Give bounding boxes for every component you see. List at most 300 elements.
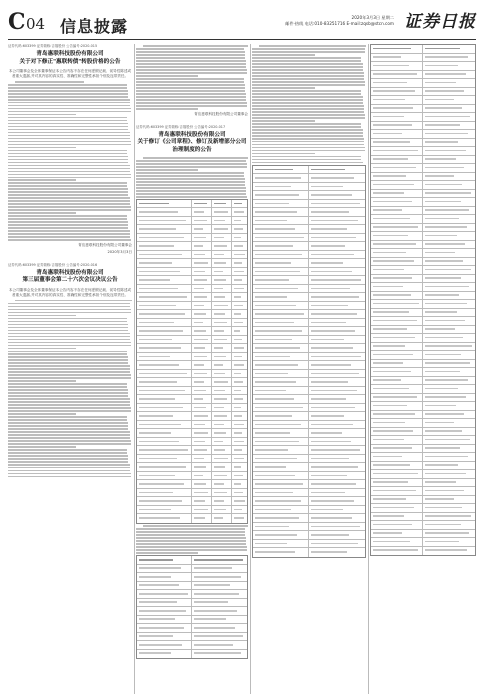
text-line (136, 166, 247, 168)
table-cell (423, 292, 475, 300)
table-cell (232, 378, 247, 386)
table-row (253, 361, 365, 370)
table-cell (212, 353, 232, 361)
text-line (8, 129, 128, 131)
text-line (8, 96, 128, 98)
table-cell (423, 462, 475, 470)
text-line (143, 525, 248, 527)
text-line (8, 431, 130, 433)
table-row (371, 300, 475, 309)
table-row (371, 215, 475, 224)
table-row (137, 438, 247, 447)
text-line (8, 428, 128, 430)
text-line (8, 476, 131, 478)
table-row (371, 351, 475, 360)
table-cell (137, 200, 192, 208)
text-line (8, 306, 130, 308)
article-body (252, 45, 366, 163)
table-cell (309, 183, 365, 191)
text-line (8, 410, 131, 412)
table-cell (309, 319, 365, 327)
company-name: 青岛惠联科技股份有限公司 (36, 51, 104, 57)
text-line (252, 60, 361, 62)
text-line (8, 212, 76, 214)
table-cell (137, 327, 192, 335)
table-row (253, 285, 365, 294)
text-line (8, 395, 128, 397)
table-cell (137, 506, 192, 514)
text-line (136, 108, 198, 110)
table-cell (309, 242, 365, 250)
column-3 (252, 44, 366, 694)
text-line (252, 117, 365, 119)
text-line (8, 230, 130, 232)
text-line (136, 549, 247, 551)
table-cell (309, 361, 365, 369)
table-row (137, 395, 247, 404)
text-line (136, 105, 247, 107)
table-cell (137, 404, 192, 412)
text-line (252, 48, 365, 50)
table-cell (212, 225, 232, 233)
text-line (136, 75, 198, 77)
table-cell (137, 446, 192, 454)
text-line (8, 336, 130, 338)
table-row (371, 411, 475, 420)
text-line (8, 206, 131, 208)
table-cell (423, 207, 475, 215)
text-line (8, 383, 127, 385)
text-line (136, 160, 246, 162)
text-line (252, 114, 365, 116)
table-row (137, 242, 247, 251)
table-cell (212, 506, 232, 514)
table-cell (232, 429, 247, 437)
table-row (253, 293, 365, 302)
table-cell (309, 514, 365, 522)
text-line (8, 200, 130, 202)
column-divider (368, 44, 369, 694)
text-line (252, 123, 361, 125)
text-line (252, 141, 364, 143)
table-row (253, 446, 365, 455)
table-cell (423, 130, 475, 138)
text-line (8, 330, 128, 332)
table-cell (212, 268, 232, 276)
amendment-table (370, 44, 476, 556)
text-line (8, 132, 130, 134)
text-line (8, 156, 128, 158)
table-cell (212, 259, 232, 267)
text-line (252, 93, 361, 95)
table-cell (192, 463, 212, 471)
table-cell (309, 395, 365, 403)
table-cell (309, 412, 365, 420)
table-cell (137, 285, 192, 293)
masthead-info (285, 15, 394, 27)
table-cell (371, 181, 423, 189)
table-cell (309, 200, 365, 208)
table-row (137, 446, 247, 455)
table-row (253, 225, 365, 234)
table-cell (232, 421, 247, 429)
table-cell (423, 283, 475, 291)
text-line (8, 362, 128, 364)
table-row (371, 428, 475, 437)
table-cell (371, 351, 423, 359)
text-line (8, 440, 131, 442)
table-cell (192, 514, 212, 523)
table-cell (192, 259, 212, 267)
table-row (371, 377, 475, 386)
table-row (371, 224, 475, 233)
table-cell (309, 523, 365, 531)
table-cell (423, 453, 475, 461)
table-cell (253, 285, 309, 293)
table-cell (309, 251, 365, 259)
table-cell (371, 292, 423, 300)
table-row (371, 173, 475, 182)
signature: 青岛惠联科技股份有限公司董事会 (78, 242, 132, 247)
text-line (8, 236, 130, 238)
text-line (136, 51, 245, 53)
table-cell (192, 404, 212, 412)
table-cell (192, 633, 247, 641)
table-cell (192, 378, 212, 386)
table-cell (371, 45, 423, 53)
table-cell (192, 599, 247, 607)
table-cell (309, 455, 365, 463)
text-line (136, 93, 246, 95)
text-line (8, 371, 130, 373)
table-row (253, 174, 365, 183)
text-line (8, 365, 130, 367)
text-line (8, 102, 130, 104)
regulation-table (136, 199, 248, 524)
table-cell (137, 319, 192, 327)
table-cell (192, 387, 212, 395)
table-row (371, 436, 475, 445)
table-cell (423, 360, 475, 368)
table-row (371, 130, 475, 139)
table-cell (253, 293, 309, 301)
table-cell (212, 208, 232, 216)
table-cell (309, 370, 365, 378)
table-cell (232, 276, 247, 284)
table-row (253, 327, 365, 336)
text-line (136, 187, 246, 189)
text-line (8, 356, 128, 358)
table-cell (371, 190, 423, 198)
table-row (371, 530, 475, 539)
text-line (136, 66, 246, 68)
table-cell (309, 480, 365, 488)
table-cell (423, 215, 475, 223)
article-body (136, 45, 248, 109)
table-cell (137, 565, 192, 573)
table-cell (309, 293, 365, 301)
table-cell (423, 496, 475, 504)
text-line (8, 147, 76, 149)
table-cell (423, 445, 475, 453)
table-row (253, 370, 365, 379)
table-row (371, 445, 475, 454)
table-cell (309, 378, 365, 386)
table-cell (137, 395, 192, 403)
table-row (253, 412, 365, 421)
text-line (252, 132, 363, 134)
contact-line: 邮件·热线 电话:010-83251716 E-mail:zqsb@stcn.com (285, 21, 394, 26)
table-cell (423, 122, 475, 130)
table-row (137, 421, 247, 430)
table-cell (371, 487, 423, 495)
table-cell (253, 336, 309, 344)
table-cell (232, 234, 247, 242)
table-cell (137, 276, 192, 284)
table-row (137, 276, 247, 285)
text-line (8, 327, 128, 329)
text-line (8, 114, 76, 116)
text-line (136, 534, 245, 536)
text-line (8, 446, 76, 448)
table-cell (371, 156, 423, 164)
date-line: 2020年3月3日 星期二 (351, 15, 394, 20)
table-cell (371, 62, 423, 70)
column-1 (8, 44, 132, 694)
table-row (371, 547, 475, 556)
table-cell (192, 556, 247, 564)
table-row (137, 472, 247, 481)
text-line (8, 135, 130, 137)
table-cell (371, 249, 423, 257)
table-cell (423, 411, 475, 419)
table-row (253, 200, 365, 209)
text-line (252, 63, 363, 65)
table-row (371, 479, 475, 488)
table-cell (137, 353, 192, 361)
text-line (136, 87, 245, 89)
table-row (137, 344, 247, 353)
text-line (8, 416, 127, 418)
table-cell (253, 523, 309, 531)
table-cell (192, 319, 212, 327)
table-row (253, 455, 365, 464)
table-row (371, 394, 475, 403)
text-line (8, 171, 130, 173)
table-cell (232, 395, 247, 403)
table-row (137, 633, 247, 642)
table-cell (371, 496, 423, 504)
table-cell (309, 259, 365, 267)
table-cell (232, 327, 247, 335)
text-line (136, 57, 245, 59)
text-line (8, 111, 131, 113)
table-cell (423, 258, 475, 266)
table-row (137, 573, 247, 582)
text-line (8, 227, 128, 229)
company-name: 青岛惠联科技股份有限公司 (36, 269, 104, 276)
table-row (253, 438, 365, 447)
text-line (8, 315, 76, 317)
table-cell (371, 377, 423, 385)
table-cell (137, 225, 192, 233)
text-line (8, 218, 127, 220)
table-row (137, 217, 247, 226)
table-cell (137, 217, 192, 225)
table-cell (192, 395, 212, 403)
table-cell (137, 582, 192, 590)
text-line (252, 72, 364, 74)
table-cell (232, 480, 247, 488)
text-line (252, 90, 361, 92)
table-row (371, 156, 475, 165)
table-cell (253, 174, 309, 182)
text-line (136, 81, 244, 83)
table-row (371, 275, 475, 284)
table-cell (232, 336, 247, 344)
table-row (137, 285, 247, 294)
text-line (252, 96, 363, 98)
text-line (252, 105, 364, 107)
text-line (252, 66, 363, 68)
text-line (136, 72, 247, 74)
table-cell (371, 71, 423, 79)
table-row (253, 310, 365, 319)
text-line (252, 51, 365, 53)
text-line (252, 57, 361, 59)
table-cell (137, 514, 192, 523)
table-row (137, 607, 247, 616)
table-cell (371, 317, 423, 325)
table-cell (253, 208, 309, 216)
text-line (136, 531, 245, 533)
company-name: 青岛惠联科技股份有限公司 (158, 131, 226, 138)
table-cell (253, 395, 309, 403)
table-cell (137, 438, 192, 446)
table-cell (232, 251, 247, 259)
table-cell (192, 336, 212, 344)
table-cell (137, 590, 192, 598)
table-row (371, 292, 475, 301)
table-cell (423, 513, 475, 521)
table-cell (423, 62, 475, 70)
table-cell (232, 404, 247, 412)
table-cell (232, 514, 247, 523)
table-cell (192, 361, 212, 369)
text-line (136, 172, 244, 174)
table-cell (212, 370, 232, 378)
table-cell (253, 412, 309, 420)
table-cell (212, 276, 232, 284)
table-cell (423, 343, 475, 351)
table-cell (232, 302, 247, 310)
table-cell (253, 531, 309, 539)
table-cell (212, 378, 232, 386)
text-line (8, 108, 131, 110)
table-cell (253, 506, 309, 514)
table-cell (192, 607, 247, 615)
table-cell (192, 438, 212, 446)
table-row (371, 496, 475, 505)
table-cell (137, 302, 192, 310)
table-cell (309, 276, 365, 284)
table-cell (371, 334, 423, 342)
text-line (259, 45, 366, 47)
text-line (252, 81, 365, 83)
text-line (252, 78, 364, 80)
table-row (253, 540, 365, 549)
table-row (371, 538, 475, 547)
table-cell (371, 105, 423, 113)
table-row (253, 166, 365, 175)
table-cell (309, 446, 365, 454)
text-line (8, 413, 76, 415)
table-cell (423, 164, 475, 172)
table-cell (232, 310, 247, 318)
table-cell (137, 480, 192, 488)
table-cell (212, 497, 232, 505)
text-line (8, 339, 130, 341)
text-line (8, 123, 128, 125)
table-cell (192, 268, 212, 276)
table-cell (212, 200, 232, 208)
table-cell (212, 344, 232, 352)
table-cell (371, 198, 423, 206)
table-cell (423, 377, 475, 385)
table-row (253, 387, 365, 396)
table-cell (253, 310, 309, 318)
table-row (371, 453, 475, 462)
text-line (8, 389, 128, 391)
table-cell (212, 310, 232, 318)
text-line (252, 156, 361, 158)
table-cell (371, 453, 423, 461)
table-row (371, 309, 475, 318)
table-cell (423, 300, 475, 308)
table-cell (309, 497, 365, 505)
table-cell (371, 445, 423, 453)
table-cell (137, 463, 192, 471)
table-cell (212, 387, 232, 395)
table-row (371, 249, 475, 258)
text-line (8, 333, 130, 335)
text-line (8, 168, 130, 170)
text-line (252, 153, 315, 155)
table-row (137, 404, 247, 413)
table-cell (212, 446, 232, 454)
text-line (136, 181, 245, 183)
newspaper-logo: 证券日报 (404, 12, 476, 32)
table-row (253, 472, 365, 481)
table-cell (309, 191, 365, 199)
text-line (8, 191, 128, 193)
table-row (371, 521, 475, 530)
table-cell (423, 249, 475, 257)
text-line (8, 437, 130, 439)
table-row (137, 234, 247, 243)
table-cell (137, 633, 192, 641)
table-row (371, 190, 475, 199)
table-cell (192, 446, 212, 454)
table-row (371, 113, 475, 122)
table-cell (423, 428, 475, 436)
table-cell (232, 259, 247, 267)
table-cell (137, 242, 192, 250)
table-row (371, 62, 475, 71)
text-line (8, 194, 128, 196)
table-cell (309, 472, 365, 480)
article-title: 第三届董事会第二十六次会议决议公告 (22, 277, 118, 284)
